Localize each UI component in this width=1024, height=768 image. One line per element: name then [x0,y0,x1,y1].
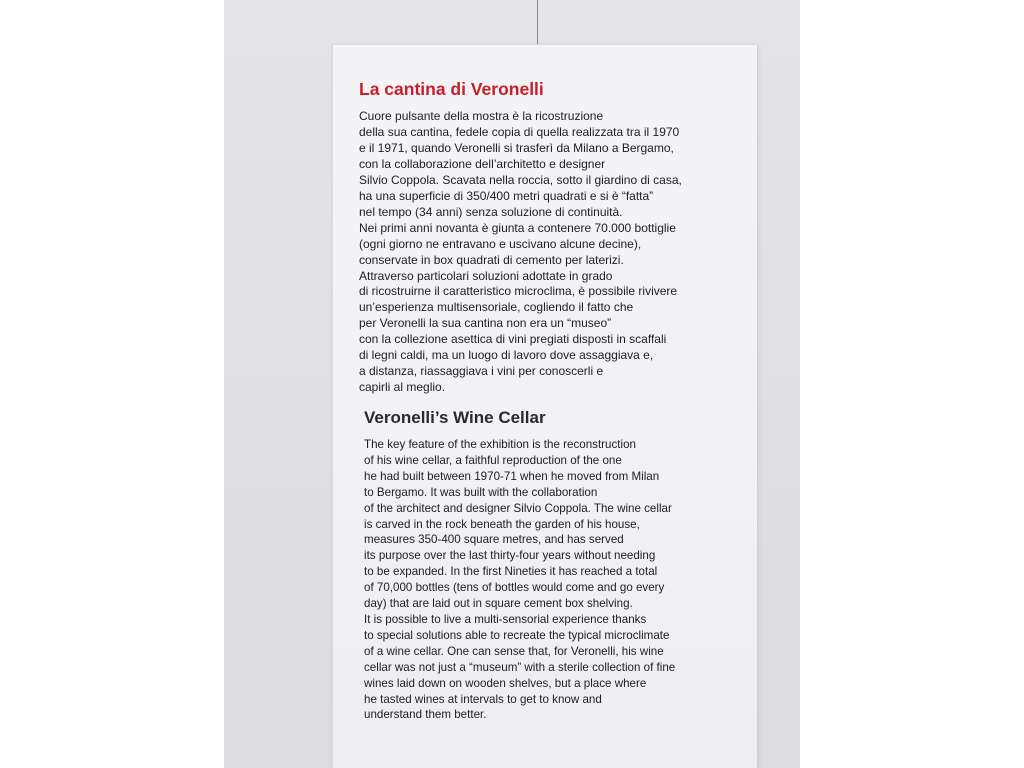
italian-text-line: con la collaborazione dell’architetto e designer [359,156,606,171]
italian-text-line: della sua cantina, fedele copia di quella realizzata tra il 1970 [359,124,680,139]
english-text-line: It is possible to live a multi-sensorial experience thanks [364,612,647,626]
english-text-line: he had built between 1970-71 when he moved from Milan [364,469,660,483]
italian-text-line: conservate in box quadrati di cemento per laterizi. [359,252,624,267]
italian-text-line: di ricostruirne il caratteristico microclima, è possibile rivivere [359,284,678,299]
italian-text-line: Silvio Coppola. Scavata nella roccia, sotto il giardino di casa, [359,172,682,187]
english-text-line: day) that are laid out in square cement box shelving. [364,597,633,611]
hanging-wire [537,0,538,44]
english-text-line: of a wine cellar. One can sense that, for Veronelli, his wine [364,644,664,658]
english-text-line: of his wine cellar, a faithful reproduction of the one [364,453,622,467]
english-text-line: of the architect and designer Silvio Coppola. The wine cellar [364,501,672,515]
english-text-line: to be expanded. In the first Nineties it has reached a total [364,565,658,579]
italian-text-line: Cuore pulsante della mostra è la ricostruzione [359,109,604,123]
english-text-line: cellar was not just a “museum” with a sterile collection of fine [364,660,676,674]
english-text [364,437,675,723]
english-text-line: to special solutions able to recreate the typical microclimate [364,628,670,642]
italian-text-line: ha una superficie di 350/400 metri quadrati e si è “fatta” [359,188,654,203]
english-text-line: The key feature of the exhibition is the reconstruction [364,438,636,451]
english-text-line: of 70,000 bottles (tens of bottles would come and go every [364,581,665,595]
italian-title: La cantina di Veronelli [359,79,544,99]
italian-text-line: nel tempo (34 anni) senza soluzione di continuità. [359,204,623,219]
english-text-line: he tasted wines at intervals to get to know and [364,692,602,706]
english-text-line: understand them better. [364,708,487,722]
italian-text [359,109,682,396]
italian-text-line: per Veronelli la sua cantina non era un “museo” [359,316,612,331]
italian-text-line: un’esperienza multisensoriale, cogliendo il fatto che [359,300,634,315]
italian-text-line: (ogni giorno ne entravano e uscivano alcune decine), [359,236,642,251]
english-text-line: is carved in the rock beneath the garden of his house, [364,517,640,531]
english-text-line: wines laid down on wooden shelves, but a place where [364,676,647,690]
italian-text-line: Nei primi anni novanta è giunta a contenere 70.000 bottiglie [359,220,676,235]
english-title: Veronelli’s Wine Cellar [364,408,546,427]
italian-text-line: di legni caldi, ma un luogo di lavoro dove assaggiava e, [359,348,654,363]
english-text-line: its purpose over the last thirty-four years without needing [364,549,656,563]
italian-text-line: con la collezione asettica di vini pregiati disposti in scaffali [359,332,667,347]
italian-text-line: e il 1971, quando Veronelli si trasferì da Milano a Bergamo, [359,140,674,155]
italian-text-line: capirli al meglio. [359,380,446,395]
italian-text-line: Attraverso particolari soluzioni adottate in grado [359,268,613,283]
english-text-line: measures 350-400 square metres, and has served [364,533,624,547]
english-text-line: to Bergamo. It was built with the collaboration [364,485,598,499]
italian-text-line: a distanza, riassaggiava i vini per conoscerli e [359,364,604,379]
